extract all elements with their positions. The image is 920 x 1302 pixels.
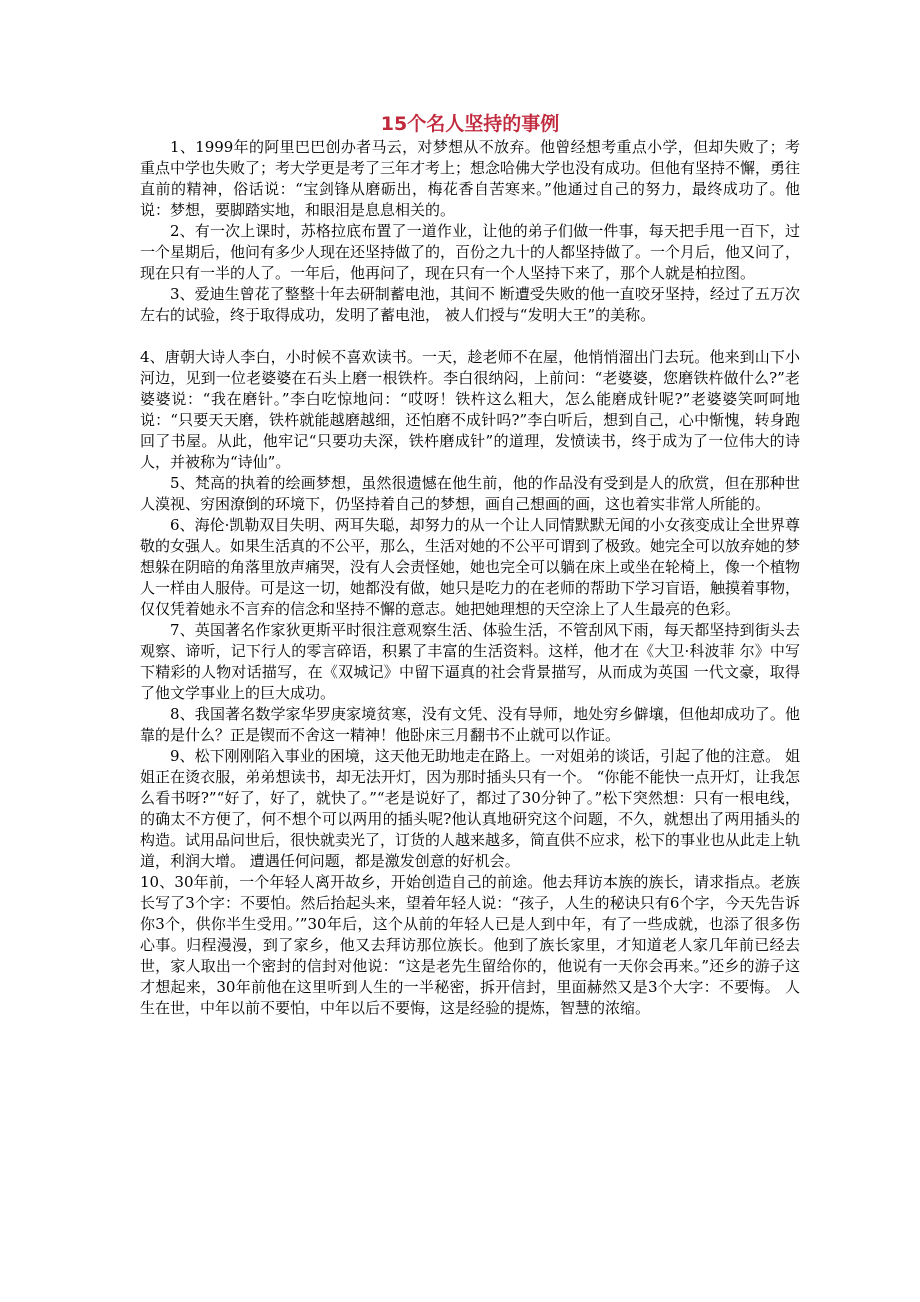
paragraph-1: 1、1999年的阿里巴巴创办者马云，对梦想从不放弃。他曾经想考重点小学，但却失败了；考重点中学也失败了；考大学更是考了三年才考上；想念哈佛大学也没有成功。但他有坚持不懈，勇往直前的精神，俗话说：“宝剑锋从磨砺出，梅花香自苦寒来。”他通过自己的努力，最终成功了。他说：梦想，要脚踏实地，和眼泪是息息相关的。 xyxy=(140,138,801,219)
page-title: 15个名人坚持的事例 xyxy=(380,113,560,135)
paragraph-10: 10、30年前，一个年轻人离开故乡，开始创造自己的前途。他去拜访本族的族长，请求指点。老族长写了3个字：不要怕。然后抬起头来，望着年轻人说：“孩子，人生的秘诀只有6个字，今天先告诉你3个，供你半生受用。’”30年后，这个从前的年轻人已是人到中年，有了一些成就，也添了很多伤心事。归程漫漫，到了家乡，他又去拜访那位族长。他到了族长家里，才知道老人家几年前已经去世，家人取出一个密封的信封对他说：“这是老先生留给你的，他说有一天你会再来。”还乡的游子这才想起来，30年前他在这里听到人生的一半秘密，拆开信封，里面赫然又是3个大字：不要悔。 人生在世，中年以前不要怕，中年以后不要悔，这是经验的提炼，智慧的浓缩。 xyxy=(140,873,800,1017)
document-page xyxy=(140,0,800,1019)
paragraph-8: 8、我国著名数学家华罗庚家境贫寒，没有文凭、没有导师，地处穷乡僻壤，但他却成功了。他靠的是什么？正是锲而不舍这一精神！他卧床三月翻书不止就可以作证。 xyxy=(140,705,800,744)
paragraph-4: 4、唐朝大诗人李白，小时候不喜欢读书。一天，趁老师不在屋，他悄悄溜出门去玩。他来到山下小河边，见到一位老婆婆在石头上磨一根铁杵。李白很纳闷，上前问：“老婆婆，您磨铁杵做什么?”老婆婆说：“我在磨针。”李白吃惊地问：“哎呀！铁杵这么粗大，怎么能磨成针呢?”老婆婆笑呵呵地说：“只要天天磨，铁杵就能越磨越细，还怕磨不成针吗?”李白听后，想到自己，心中惭愧，转身跑回了书屋。从此，他牢记“只要功夫深，铁杵磨成针”的道理，发愤读书，终于成为了一位伟大的诗人，并被称为“诗仙”。 xyxy=(140,348,800,471)
paragraph-3: 3、爱迪生曾花了整整十年去研制蓄电池，其间不 断遭受失败的他一直咬牙坚持，经过了五万次左右的试验，终于取得成功，发明了蓄电池， 被人们授与“发明大王”的美称。 xyxy=(140,285,800,324)
paragraph-2: 2、有一次上课时，苏格拉底布置了一道作业，让他的弟子们做一件事，每天把手甩一百下，过一个星期后，他问有多少人现在还坚持做了的，百份之九十的人都坚持做了。一个月后，他又问了，现在只有一半的人了。一年后，他再问了，现在只有一个人坚持下来了，那个人就是柏拉图。 xyxy=(140,222,801,282)
paragraph-7: 7、英国著名作家狄更斯平时很注意观察生活、体验生活，不管刮风下雨，每天都坚持到街头去 观察、谛听，记下行人的零言碎语，积累了丰富的生活资料。这样，他才在《大卫·科波菲 尔》中写下精彩的人物对话描写，在《双城记》中留下逼真的社会背景描写，从而成为英国 一代文豪，取得了他文学事业上的巨大成功。 xyxy=(140,621,800,702)
paragraph-9: 9、松下刚刚陷入事业的困境，这天他无助地走在路上。一对姐弟的谈话，引起了他的注意。 姐姐正在烫衣服，弟弟想读书，却无法开灯，因为那时插头只有一个。 “你能不能快一点开灯，让我怎么看书呀?”“好了，好了，就快了。”“老是说好了，都过了30分钟了。”松下突然想：只有一根电线，的确太不方便了，何不想个可以两用的插头呢?他认真地研究这个问题，不久，就想出了两用插头的构造。试用品问世后，很快就卖光了，订货的人越来越多，简直供不应求，松下的事业也从此走上轨道，利润大增。 遭遇任何问题，都是激发创意的好机会。 xyxy=(140,747,801,870)
paragraph-5: 5、梵高的执着的绘画梦想，虽然很遗憾在他生前，他的作品没有受到是人的欣赏，但在那种世人漠视、穷困潦倒的环境下，仍坚持着自己的梦想，画自己想画的画，这也着实非常人所能的。 xyxy=(140,474,800,513)
paragraph-gap xyxy=(140,326,800,347)
paragraph-6: 6、海伦·凯勒双目失明、两耳失聪，却努力的从一个让人同情默默无闻的小女孩变成让全世界尊敬的女强人。如果生活真的不公平，那么，生活对她的不公平可谓到了极致。她完全可以放弃她的梦想躲在阴暗的角落里放声痛哭，没有人会责怪她，她也完全可以躺在床上或坐在轮椅上，像一个植物人一样由人服侍。可是这一切，她都没有做，她只是吃力的在老师的帮助下学习盲语，触摸着事物，仅仅凭着她永不言弃的信念和坚持不懈的意志。她把她理想的天空涂上了人生最亮的色彩。 xyxy=(140,516,801,618)
